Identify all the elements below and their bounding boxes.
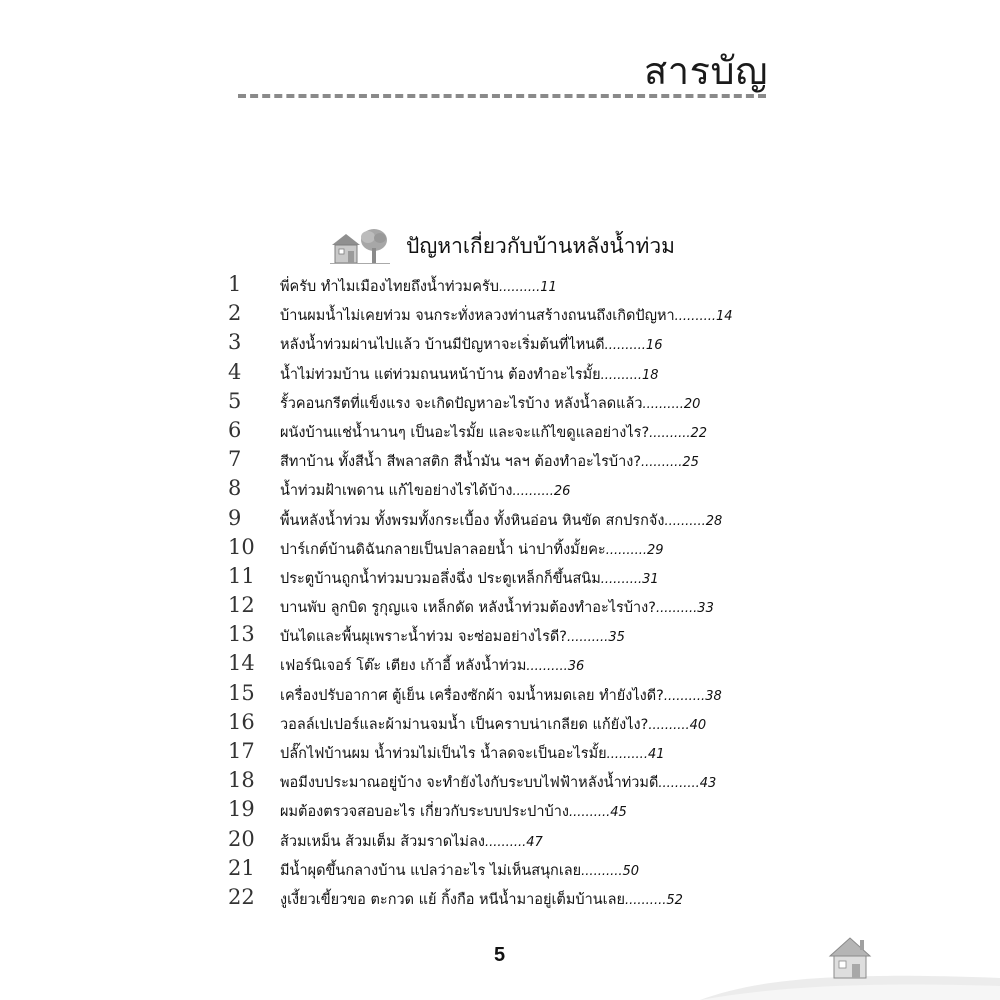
- toc-item-page: 50: [622, 863, 640, 879]
- toc-item-leader: ..........: [604, 338, 646, 354]
- toc-item-number: 17: [228, 739, 255, 763]
- toc-item-page: 43: [699, 776, 717, 792]
- toc-item-number: 19: [228, 797, 255, 822]
- toc-item-number: 18: [228, 768, 255, 793]
- toc-item-leader: ..........: [526, 659, 568, 675]
- toc-item-title: น้ำท่วมฝ้าเพดาน แก้ไขอย่างไรได้บ้าง: [280, 483, 513, 500]
- toc-item: [228, 272, 788, 301]
- toc-item-leader: ..........: [566, 630, 609, 646]
- toc-item-number: 16: [228, 709, 255, 734]
- toc-item: [228, 768, 788, 797]
- toc-item-number: 6: [228, 417, 242, 442]
- toc-item-title: เครื่องปรับอากาศ ตู้เย็น เครื่องซักผ้า จมน้ำหมดเลย ทำยังไงดี?: [280, 687, 664, 704]
- toc-item-number: 20: [228, 826, 255, 851]
- toc-item-number: 7: [228, 447, 242, 472]
- toc-item-page: 25: [682, 455, 699, 471]
- toc-item-leader: ..........: [600, 571, 643, 587]
- toc-item-leader: ..........: [606, 747, 648, 762]
- toc-item-title: ปลั๊กไฟบ้านผม น้ำท่วมไม่เป็นไร น้ำลดจะเป็นอะไรมั้ย: [280, 746, 607, 762]
- toc-item-leader: ..........: [581, 863, 623, 879]
- toc-item-number: 9: [228, 505, 242, 530]
- toc-item-page: 31: [642, 571, 659, 587]
- toc-item-number: 8: [228, 476, 242, 501]
- toc-item-number: 2: [228, 301, 242, 326]
- toc-item-page: 14: [715, 309, 733, 325]
- toc-item-page: 29: [647, 542, 664, 558]
- toc-list: [228, 272, 788, 914]
- section-title: ปัญหาเกี่ยวกับบ้านหลังน้ำท่วม: [406, 233, 675, 258]
- toc-item-number: 3: [228, 330, 242, 355]
- toc-item-number: 4: [228, 359, 242, 384]
- title-dashed-rule: [238, 94, 766, 98]
- toc-item-title: เฟอร์นิเจอร์ โต๊ะ เตียง เก้าอี้ หลังน้ำท่วม: [280, 658, 527, 675]
- toc-item: [228, 447, 788, 476]
- toc-item: [228, 622, 788, 651]
- toc-item-number: 15: [228, 680, 255, 705]
- toc-item: [228, 506, 788, 535]
- toc-item-leader: ..........: [484, 834, 527, 850]
- toc-item-title: พื้นหลังน้ำท่วม ทั้งพรมทั้งกระเบื้อง ทั้งหินอ่อน หินขัด สกปรกจัง: [280, 512, 665, 529]
- toc-item-number: 1: [228, 272, 242, 296]
- toc-item-page: 40: [689, 717, 707, 733]
- toc-item-title: วอลล์เปเปอร์และผ้าม่านจมน้ำ เป็นคราบน่าเกลียด แก้ยังไง?: [280, 716, 649, 733]
- toc-item-title: น้ำไม่ท่วมบ้าน แต่ท่วมถนนหน้าบ้าน ต้องทำอะไรมั้ย: [280, 366, 601, 383]
- toc-item-title: งูเงี้ยวเขี้ยวขอ ตะกวด แย้ กิ้งกือ หนีน้ำมาอยู่เต็มบ้านเลย: [280, 891, 626, 908]
- toc-item-page: 20: [683, 396, 701, 412]
- toc-item-number: 14: [228, 651, 255, 676]
- toc-item-number: 5: [228, 388, 242, 413]
- toc-item-page: 28: [705, 513, 723, 529]
- toc-item-leader: ..........: [568, 805, 611, 821]
- toc-item-number: 12: [228, 593, 255, 618]
- toc-item: [228, 681, 788, 710]
- toc-item-leader: ..........: [498, 280, 541, 295]
- toc-item-title: ประตูบ้านถูกน้ำท่วมบวมอลึ่งฉึ่ง ประตูเหล็กก็ขึ้นสนิม: [280, 570, 601, 587]
- toc-item-number: 11: [228, 563, 255, 588]
- toc-item-leader: ..........: [648, 717, 690, 733]
- toc-item: [228, 797, 788, 826]
- toc-item-page: 11: [540, 280, 557, 295]
- toc-item: [228, 535, 788, 564]
- toc-item: [228, 651, 788, 680]
- toc-item-title: ปาร์เกต์บ้านดิฉันกลายเป็นปลาลอยน้ำ น่าปาทิ้งมั้ยคะ: [280, 541, 606, 558]
- page-title: สารบัญ: [644, 49, 768, 93]
- toc-item: [228, 827, 788, 856]
- toc-item-page: 47: [526, 834, 543, 850]
- toc-item-title: มีน้ำผุดขึ้นกลางบ้าน แปลว่าอะไร ไม่เห็นสนุกเลย: [280, 862, 582, 879]
- toc-item-leader: ..........: [512, 484, 554, 500]
- toc-item-leader: ..........: [664, 513, 706, 529]
- toc-item-title: ส้วมเหม็น ส้วมเต็ม ส้วมราดไม่ลง: [280, 833, 485, 850]
- toc-item-leader: ..........: [605, 542, 648, 558]
- toc-item-title: บ้านผมน้ำไม่เคยท่วม จนกระทั่งหลวงท่านสร้างถนนถึงเกิดปัญหา: [280, 308, 675, 325]
- toc-item-page: 41: [647, 747, 665, 762]
- toc-item-page: 35: [608, 630, 625, 646]
- toc-item-title: สีทาบ้าน ทั้งสีน้ำ สีพลาสติก สีน้ำมัน ฯลฯ ต้องทำอะไรบ้าง?: [280, 454, 642, 471]
- toc-item-title: บันไดและพื้นผุเพราะน้ำท่วม จะซ่อมอย่างไรดี?: [280, 629, 567, 646]
- toc-item-number: 10: [228, 534, 255, 559]
- toc-item: [228, 593, 788, 622]
- toc-item-leader: ..........: [663, 688, 706, 704]
- toc-item-title: ผนังบ้านแช่น้ำนานๆ เป็นอะไรมั้ย และจะแก้ไขดูแลอย่างไร?: [280, 424, 650, 441]
- toc-item-number: 21: [228, 855, 255, 880]
- toc-item-number: 22: [228, 884, 255, 909]
- toc-item-leader: ..........: [658, 776, 700, 792]
- toc-item-page: 33: [697, 601, 714, 617]
- toc-item: [228, 476, 788, 505]
- toc-item-title: ผมต้องตรวจสอบอะไร เกี่ยวกับระบบประปาบ้าง: [280, 804, 569, 821]
- section-header: [330, 226, 675, 266]
- toc-item-page: 22: [690, 425, 708, 441]
- toc-item-leader: ..........: [642, 396, 684, 412]
- toc-item-page: 16: [645, 338, 663, 354]
- toc-item-title: หลังน้ำท่วมผ่านไปแล้ว บ้านมีปัญหาจะเริ่มต้นที่ไหนดี: [280, 337, 605, 354]
- toc-item-leader: ..........: [625, 892, 667, 908]
- toc-item-title: พี่ครับ ทำไมเมืองไทยถึงน้ำท่วมครับ: [280, 279, 499, 295]
- toc-item-leader: ..........: [600, 367, 642, 383]
- house-hill-icon: [700, 920, 1000, 1000]
- page-number: 5: [494, 944, 506, 966]
- toc-item: [228, 389, 788, 418]
- toc-item: [228, 330, 788, 359]
- toc-item-page: 18: [642, 367, 659, 383]
- toc-item-leader: ..........: [674, 309, 716, 325]
- toc-item-page: 38: [705, 688, 722, 704]
- toc-item-page: 45: [610, 805, 627, 821]
- toc-item-page: 26: [553, 484, 571, 500]
- toc-item-page: 36: [567, 659, 585, 675]
- toc-item-page: 52: [666, 892, 683, 908]
- toc-item-leader: ..........: [641, 455, 683, 471]
- toc-item: [228, 885, 788, 914]
- toc-item: [228, 710, 788, 739]
- toc-item-title: บานพับ ลูกบิด รูกุญแจ เหล็กดัด หลังน้ำท่วมต้องทำอะไรบ้าง?: [280, 600, 656, 617]
- toc-item: [228, 418, 788, 447]
- toc-item-title: พอมีงบประมาณอยู่บ้าง จะทำยังไงกับระบบไฟฟ้าหลังน้ำท่วมดี: [280, 775, 659, 792]
- toc-item: [228, 564, 788, 593]
- toc-item: [228, 360, 788, 389]
- house-tree-icon: [330, 228, 390, 264]
- toc-item: [228, 739, 788, 768]
- toc-item-leader: ..........: [655, 601, 698, 617]
- toc-item-leader: ..........: [649, 425, 691, 441]
- toc-item-number: 13: [228, 622, 255, 647]
- toc-item-title: รั้วคอนกรีตที่แข็งแรง จะเกิดปัญหาอะไรบ้าง หลังน้ำลดแล้ว: [280, 395, 643, 412]
- toc-item: [228, 301, 788, 330]
- toc-item: [228, 856, 788, 885]
